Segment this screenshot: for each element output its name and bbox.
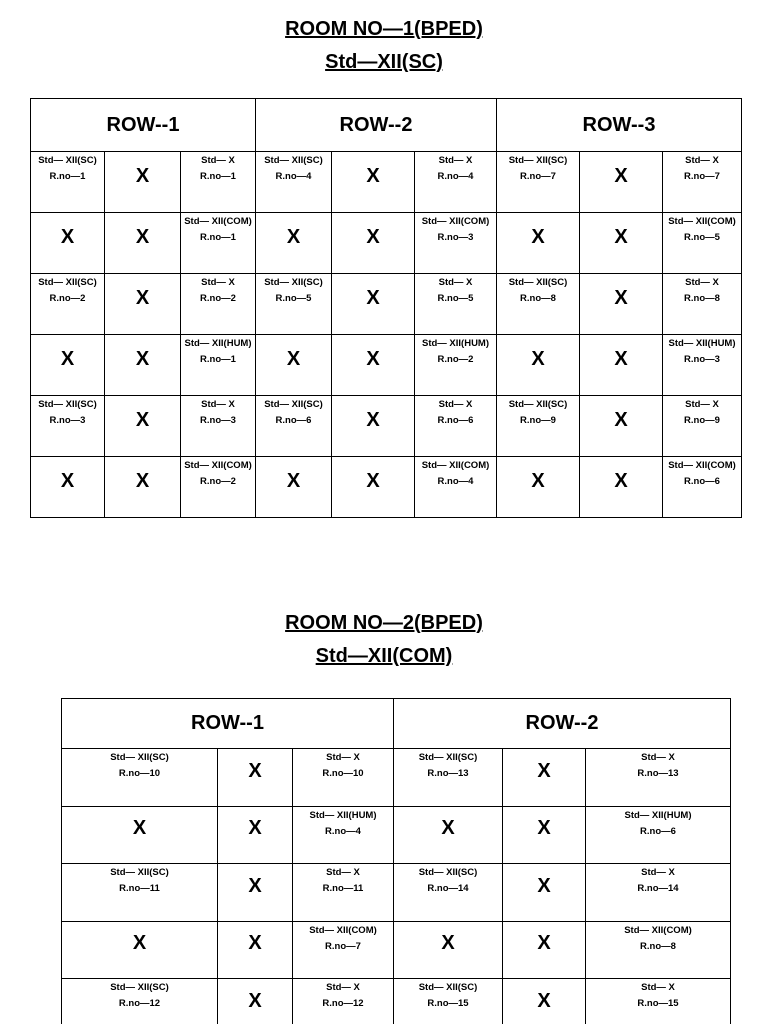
seat-class: Std— XII(COM) [421,216,490,227]
seat-roll-no: R.no—1 [200,354,236,365]
seat-cell [497,274,580,335]
seat-cell [415,335,497,396]
seat-cell [415,274,497,335]
seat-cell [62,979,218,1024]
seat-cell [586,864,731,922]
seat-cell [394,979,503,1024]
empty-seat-mark: X [537,932,551,955]
seat-roll-no: R.no—4 [437,476,474,487]
seat-roll-no: R.no—2 [437,354,474,365]
seat-cell [663,274,742,335]
seat-class: Std— XII(SC) [110,752,169,763]
empty-seat-cell [218,806,293,864]
empty-seat-cell [394,806,503,864]
seat-line [62,749,731,807]
empty-seat-cell [503,864,586,922]
seat-class: Std— XII(COM) [624,924,692,936]
seat-cell [256,152,332,213]
seat-line [31,274,742,335]
room2-title: ROOM NO—2(BPED) [285,612,483,634]
seat-cell [663,335,742,396]
empty-seat-mark: X [441,932,455,955]
seat-class: Std— X [326,867,360,878]
seat-class: Std— XII(SC) [110,982,169,993]
seat-cell [586,921,731,979]
seat-cell [293,979,394,1024]
seat-class: Std— X [438,155,473,166]
empty-seat-mark: X [135,469,150,492]
seat-line [31,396,742,457]
empty-seat-cell [332,457,415,518]
seat-roll-no: R.no—2 [200,476,236,487]
empty-seat-mark: X [132,817,147,840]
seat-class: Std— XII(SC) [38,399,97,410]
empty-seat-cell [105,274,181,335]
empty-seat-cell [580,213,663,274]
empty-seat-cell [105,396,181,457]
row-header: ROW--3 [497,99,742,152]
seat-roll-no: R.no—2 [200,293,236,304]
room1-seating-table [30,98,742,518]
seat-roll-no: R.no—9 [684,415,720,426]
seat-roll-no: R.no—8 [520,293,556,304]
seat-class: Std— XII(SC) [508,155,568,166]
seat-roll-no: R.no—4 [437,171,474,182]
empty-seat-mark: X [135,164,150,187]
seat-roll-no: R.no—14 [637,883,679,894]
seat-class: Std— X [201,399,235,410]
empty-seat-mark: X [248,759,262,782]
seat-roll-no: R.no—11 [119,883,160,894]
empty-seat-cell [105,213,181,274]
empty-seat-cell [218,979,293,1024]
seat-cell [256,396,332,457]
seat-roll-no: R.no—3 [200,415,236,426]
empty-seat-cell [332,152,415,213]
seat-cell [31,396,105,457]
seat-class: Std— X [685,155,719,166]
row-header: ROW--2 [394,699,731,749]
empty-seat-cell [105,457,181,518]
empty-seat-cell [256,213,332,274]
seat-roll-no: R.no—12 [118,998,161,1009]
empty-seat-cell [332,213,415,274]
seat-roll-no: R.no—5 [684,232,720,243]
empty-seat-cell [31,335,105,396]
empty-seat-mark: X [286,469,301,492]
empty-seat-mark: X [248,817,262,840]
empty-seat-cell [497,335,580,396]
seat-class: Std— XII(SC) [508,399,568,410]
seat-cell [293,921,394,979]
seat-class: Std— X [438,399,473,410]
seat-line [31,213,742,274]
seat-cell [394,749,503,807]
empty-seat-mark: X [60,225,75,248]
empty-seat-mark: X [441,817,455,840]
seat-class: Std— XII(HUM) [309,809,377,821]
seat-cell [415,213,497,274]
seat-line [62,921,731,979]
empty-seat-mark: X [366,225,380,248]
seat-cell [663,396,742,457]
row-header: ROW--2 [256,99,497,152]
seat-class: Std— XII(SC) [38,277,97,288]
seat-roll-no: R.no—10 [322,768,364,779]
seat-cell [181,457,256,518]
empty-seat-mark: X [135,408,150,431]
seat-line [62,864,731,922]
empty-seat-cell [31,213,105,274]
empty-seat-cell [62,921,218,979]
seat-roll-no: R.no—5 [437,293,474,304]
empty-seat-mark: X [60,347,75,370]
seat-roll-no: R.no—1 [200,232,236,243]
empty-seat-cell [332,335,415,396]
empty-seat-mark: X [366,408,380,431]
seat-roll-no: R.no—7 [520,171,556,182]
seat-class: Std— XII(HUM) [668,338,736,349]
empty-seat-cell [105,152,181,213]
seat-cell [181,213,256,274]
empty-seat-mark: X [135,225,150,248]
seat-roll-no: R.no—13 [427,768,469,779]
seat-cell [415,396,497,457]
seat-class: Std— XII(SC) [418,982,478,993]
empty-seat-cell [580,457,663,518]
seat-cell [663,213,742,274]
seat-cell [31,274,105,335]
empty-seat-mark: X [614,408,628,431]
empty-seat-cell [394,921,503,979]
seat-roll-no: R.no—11 [322,883,364,894]
seat-cell [293,864,394,922]
empty-seat-mark: X [531,225,545,248]
seat-cell [181,274,256,335]
seat-class: Std— XII(SC) [508,277,568,288]
seat-class: Std— X [326,982,360,993]
empty-seat-cell [580,152,663,213]
empty-seat-cell [497,213,580,274]
seat-class: Std— XII(COM) [184,460,252,471]
empty-seat-cell [218,749,293,807]
seat-cell [181,335,256,396]
seat-cell [181,152,256,213]
empty-seat-cell [503,749,586,807]
empty-seat-cell [218,921,293,979]
seat-cell [497,152,580,213]
empty-seat-cell [332,396,415,457]
seat-roll-no: R.no—3 [49,415,86,426]
room2-subtitle: Std—XII(COM) [315,645,453,667]
seat-roll-no: R.no—7 [684,171,720,182]
empty-seat-cell [332,274,415,335]
seat-roll-no: R.no—8 [640,940,676,952]
seat-roll-no: R.no—4 [275,171,312,182]
seat-roll-no: R.no—13 [637,768,679,779]
empty-seat-cell [503,921,586,979]
seat-class: Std— X [201,277,235,288]
seat-roll-no: R.no—3 [684,354,720,365]
seat-class: Std— X [438,277,473,288]
room2-seating-table [61,698,731,1024]
seat-roll-no: R.no—7 [325,940,361,952]
empty-seat-mark: X [366,164,380,187]
empty-seat-cell [218,864,293,922]
seat-roll-no: R.no—3 [437,232,474,243]
seat-roll-no: R.no—1 [49,171,86,182]
seat-class: Std— X [685,277,719,288]
empty-seat-mark: X [366,347,380,370]
seat-class: Std— XII(HUM) [421,338,490,349]
seat-roll-no: R.no—9 [520,415,556,426]
seat-cell [586,806,731,864]
seat-class: Std— XII(SC) [264,399,323,410]
empty-seat-cell [503,806,586,864]
empty-seat-cell [497,457,580,518]
seat-class: Std— XII(SC) [418,867,478,878]
empty-seat-cell [62,806,218,864]
empty-seat-cell [580,335,663,396]
empty-seat-mark: X [531,347,545,370]
seat-line [62,806,731,864]
empty-seat-mark: X [614,286,628,309]
seat-cell [497,396,580,457]
empty-seat-mark: X [614,469,628,492]
seat-cell [415,457,497,518]
seat-class: Std— XII(COM) [668,460,736,471]
seat-roll-no: R.no—6 [275,415,312,426]
empty-seat-mark: X [132,932,147,955]
seat-class: Std— X [641,982,675,993]
seat-roll-no: R.no—15 [637,998,679,1009]
seat-cell [31,152,105,213]
seat-line [62,979,731,1024]
seat-class: Std— XII(COM) [668,216,736,227]
seat-line [31,335,742,396]
seat-roll-no: R.no—1 [200,171,236,182]
empty-seat-cell [105,335,181,396]
seat-roll-no: R.no—5 [275,293,312,304]
empty-seat-cell [256,457,332,518]
seat-roll-no: R.no—15 [427,998,469,1009]
empty-seat-mark: X [614,225,628,248]
empty-seat-mark: X [248,989,262,1012]
empty-seat-cell [256,335,332,396]
empty-seat-cell [580,274,663,335]
empty-seat-mark: X [286,347,301,370]
seat-roll-no: R.no—4 [325,825,361,837]
seat-class: Std— XII(SC) [264,277,323,288]
seat-cell [415,152,497,213]
seat-class: Std— X [685,399,719,410]
seat-class: Std— XII(COM) [309,924,377,936]
seat-class: Std— XII(SC) [264,155,323,166]
empty-seat-mark: X [537,989,551,1012]
seat-class: Std— XII(SC) [38,155,97,166]
seat-line [31,152,742,213]
empty-seat-mark: X [286,225,301,248]
seat-cell [586,979,731,1024]
seat-line [31,457,742,518]
empty-seat-mark: X [135,347,150,370]
room1-title: ROOM NO—1(BPED) [285,18,483,40]
seat-class: Std— X [326,752,360,763]
seat-class: Std— XII(SC) [110,867,169,878]
seat-cell [663,152,742,213]
seat-roll-no: R.no—8 [684,293,720,304]
empty-seat-mark: X [366,286,380,309]
empty-seat-mark: X [248,874,262,897]
seat-roll-no: R.no—6 [684,476,720,487]
empty-seat-mark: X [60,469,75,492]
seat-class: Std— X [641,867,675,878]
seat-class: Std— X [201,155,235,166]
empty-seat-mark: X [614,164,628,187]
seat-cell [62,749,218,807]
row-header: ROW--1 [62,699,394,749]
empty-seat-mark: X [248,932,262,955]
seat-roll-no: R.no—6 [640,825,676,837]
seat-roll-no: R.no—14 [427,883,469,894]
empty-seat-mark: X [537,817,551,840]
seat-cell [293,806,394,864]
seat-roll-no: R.no—12 [322,998,364,1009]
empty-seat-cell [580,396,663,457]
seat-class: Std— X [641,752,675,763]
empty-seat-mark: X [537,759,551,782]
seat-cell [586,749,731,807]
room1-subtitle: Std—XII(SC) [325,51,443,73]
row-header: ROW--1 [31,99,256,152]
seat-class: Std— XII(COM) [421,460,490,471]
seat-roll-no: R.no—6 [437,415,474,426]
seat-class: Std— XII(HUM) [184,338,252,349]
seat-cell [394,864,503,922]
seat-cell [256,274,332,335]
empty-seat-mark: X [366,469,380,492]
empty-seat-mark: X [135,286,150,309]
seat-cell [62,864,218,922]
seat-class: Std— XII(COM) [184,216,252,227]
seat-roll-no: R.no—2 [49,293,86,304]
seat-cell [181,396,256,457]
empty-seat-cell [31,457,105,518]
seat-roll-no: R.no—10 [118,768,161,779]
empty-seat-mark: X [614,347,628,370]
seat-class: Std— XII(SC) [418,752,478,763]
empty-seat-mark: X [531,469,545,492]
seat-cell [663,457,742,518]
seat-cell [293,749,394,807]
empty-seat-cell [503,979,586,1024]
seat-class: Std— XII(HUM) [624,809,692,821]
empty-seat-mark: X [537,874,551,897]
